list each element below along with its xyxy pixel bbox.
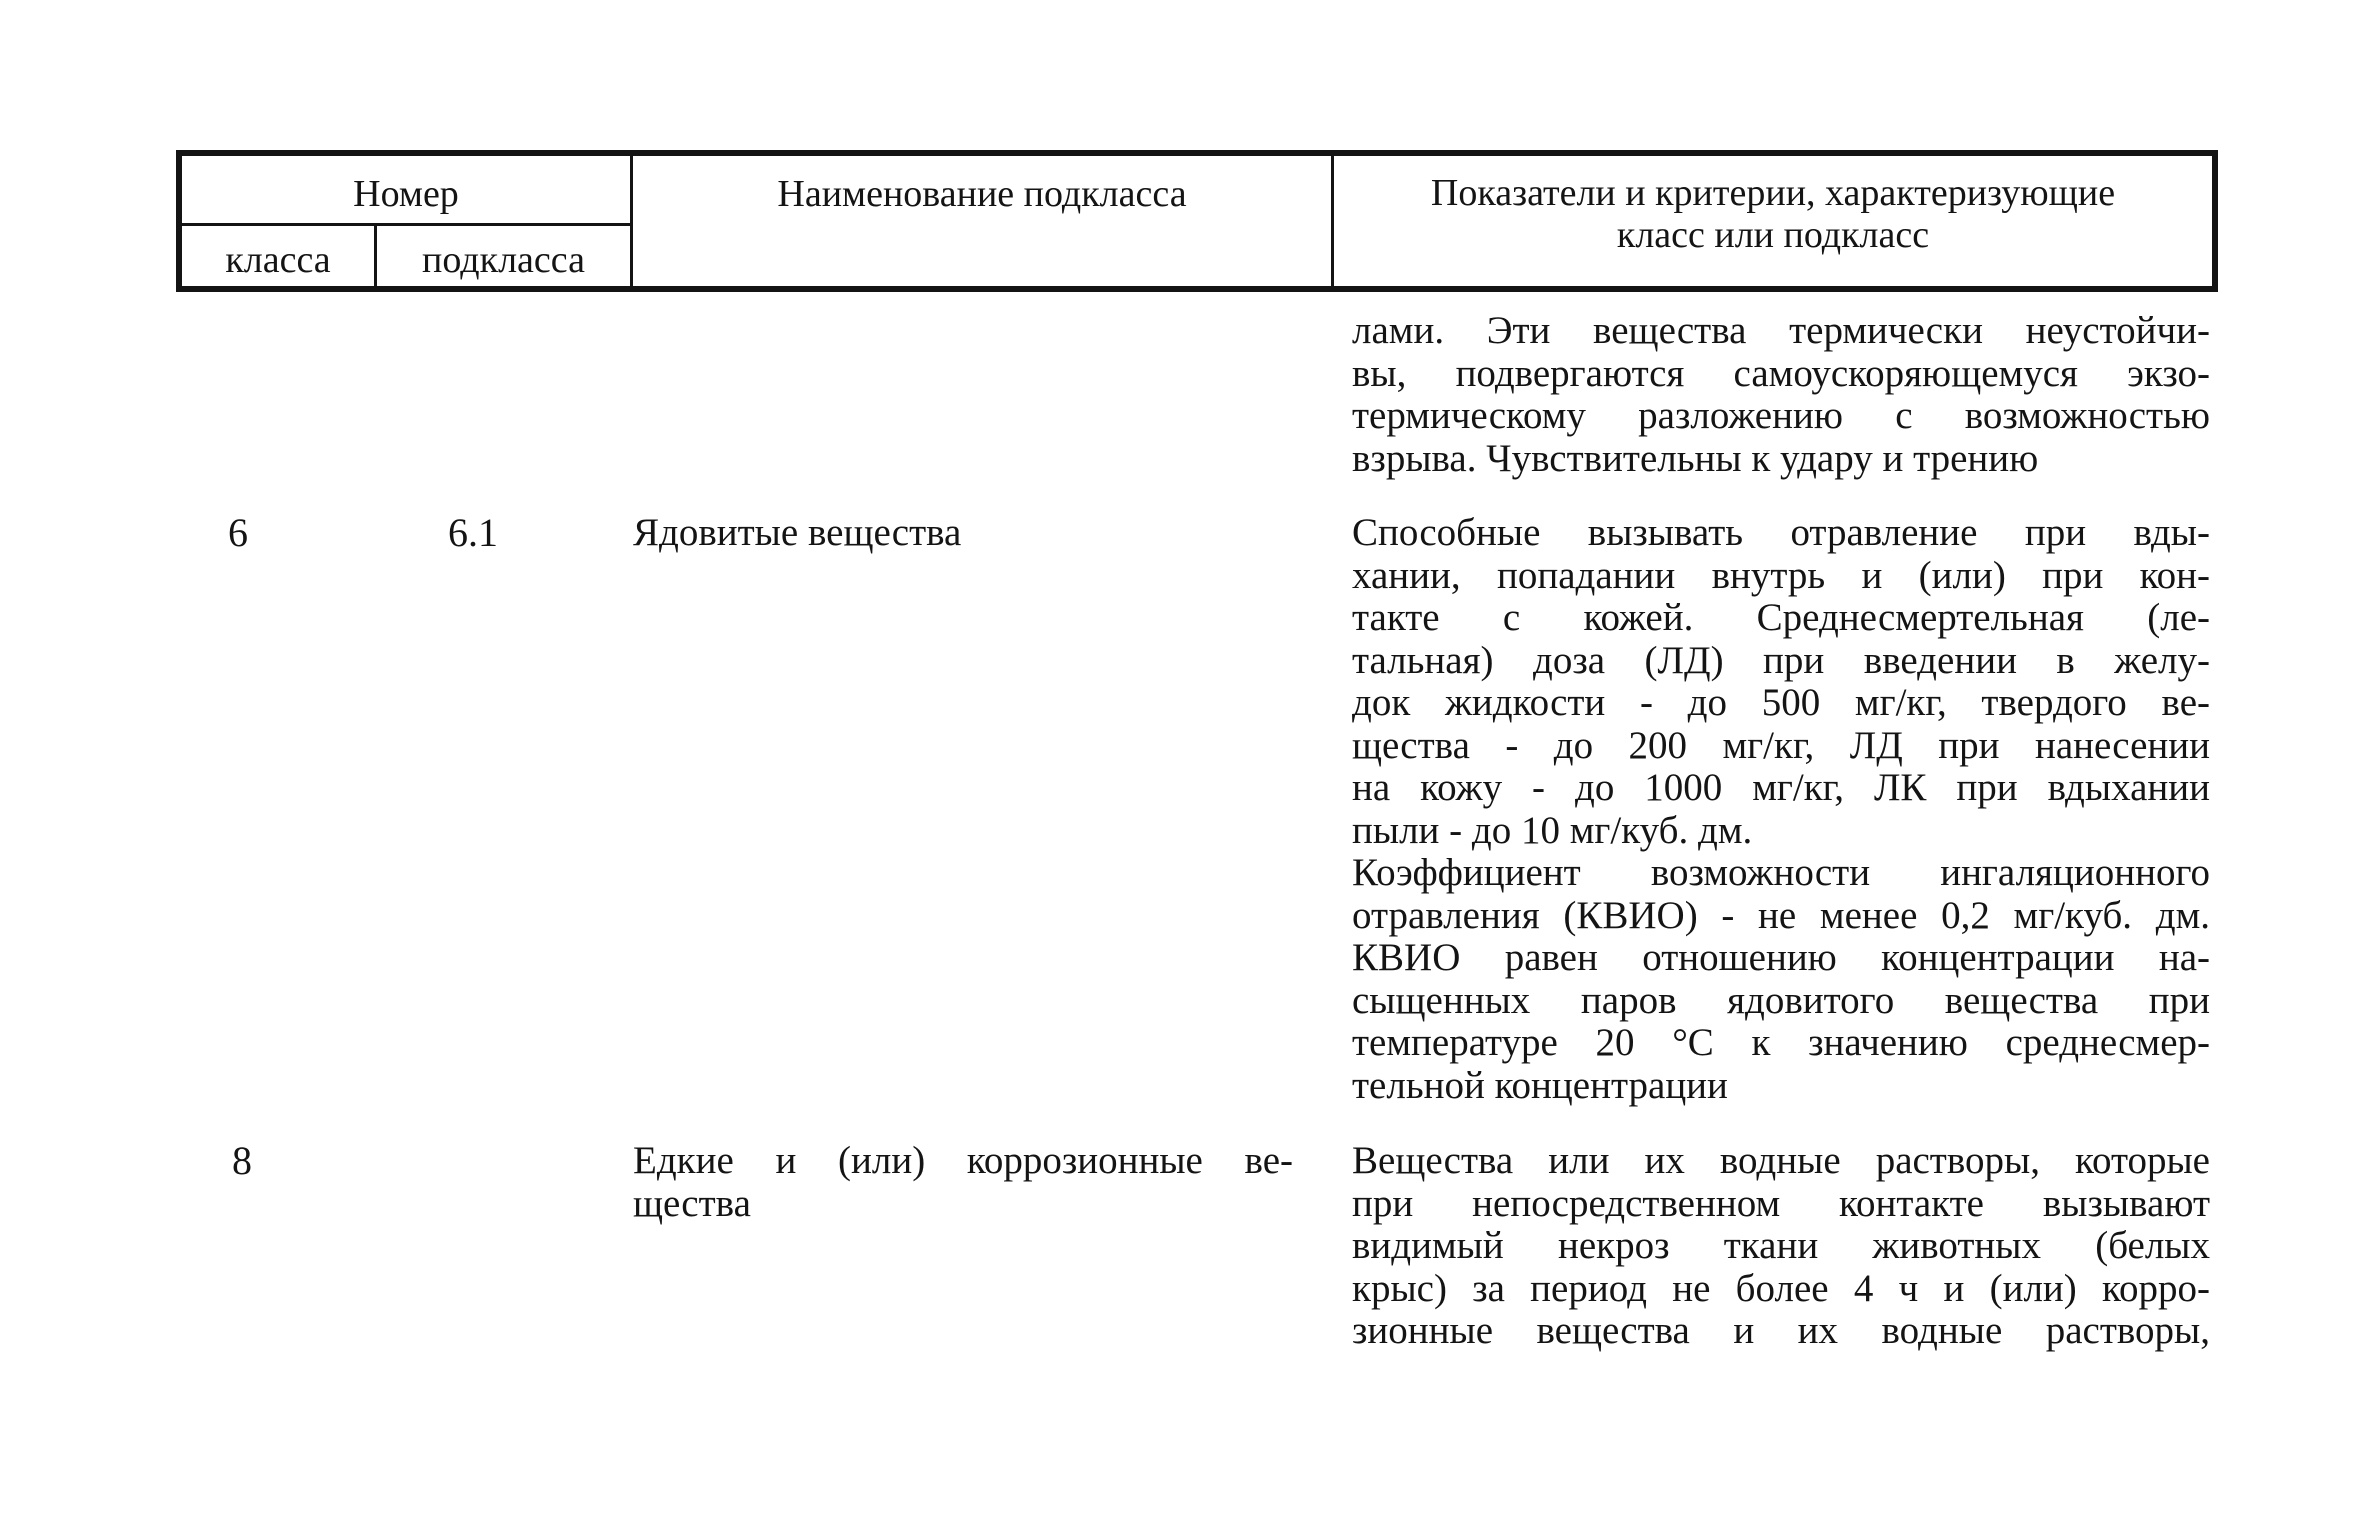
header-criteria [1334, 156, 2212, 286]
text-line: Ядовитые вещества [633, 511, 962, 554]
text-line: Едкие и (или) коррозионные ве- [633, 1139, 1293, 1182]
text-line: Способные вызывать отравление при вды- [1352, 511, 2210, 554]
text-line: тальная) доза (ЛД) при введении в желу- [1352, 638, 2210, 682]
row-subclass-number: 6.1 [448, 510, 498, 555]
header-number: Номер [182, 156, 633, 226]
text-line: сыщенных паров ядовитого вещества при [1352, 978, 2210, 1022]
row-criteria [1352, 512, 2210, 1107]
text-line: щества [633, 1181, 751, 1225]
row-class-number: 6 [228, 510, 248, 555]
text-line: взрыва. Чувствительны к удару и трению [1352, 436, 2039, 480]
header-criteria-line: класс или подкласс [1616, 214, 1930, 256]
text-line: видимый некроз ткани животных (белых [1352, 1224, 2210, 1267]
text-line: лами. Эти вещества термически неустойчи- [1352, 309, 2210, 352]
text-line: вы, подвергаются самоускоряющемуся экзо- [1352, 351, 2210, 395]
header-subclass-name: Наименование подкласса [633, 156, 1334, 286]
text-line: тельной концентрации [1352, 1063, 1728, 1107]
text-line: отравления (КВИО) - не менее 0,2 мг/куб. дм. [1352, 893, 2210, 937]
text-line: док жидкости - до 500 мг/кг, твердого ве- [1352, 681, 2210, 724]
text-line: при непосредственном контакте вызывают [1352, 1181, 2210, 1225]
text-line: температуре 20 °С к значению среднесмер- [1352, 1021, 2210, 1064]
row-class-number: 8 [232, 1138, 252, 1183]
text-line: хании, попадании внутрь и (или) при кон- [1352, 553, 2210, 597]
row-subclass-name [633, 1140, 1293, 1225]
continuation-criteria [1352, 310, 2210, 480]
text-line: КВИО равен отношению концентрации на- [1352, 936, 2210, 979]
row-subclass-name [633, 512, 1293, 555]
text-line: зионные вещества и их водные растворы, [1352, 1309, 2210, 1352]
text-line: щества - до 200 мг/кг, ЛД при нанесении [1352, 723, 2210, 767]
table-header [176, 150, 2218, 292]
header-subclass: подкласса [377, 226, 633, 286]
text-line: Вещества или их водные растворы, которые [1352, 1139, 2210, 1182]
text-line: Коэффициент возможности ингаляционного [1352, 851, 2210, 894]
text-line: такте с кожей. Среднесмертельная (ле- [1352, 596, 2210, 639]
row-criteria [1352, 1140, 2210, 1353]
text-line: термическому разложению с возможностью [1352, 394, 2210, 437]
text-line: на кожу - до 1000 мг/кг, ЛК при вдыхании [1352, 766, 2210, 809]
text-line: пыли - до 10 мг/куб. дм. [1352, 808, 1753, 852]
header-criteria-line: Показатели и критерии, характеризующие [1430, 172, 2116, 214]
header-class: класса [182, 226, 377, 286]
text-line: крыс) за период не более 4 ч и (или) корро- [1352, 1266, 2210, 1310]
